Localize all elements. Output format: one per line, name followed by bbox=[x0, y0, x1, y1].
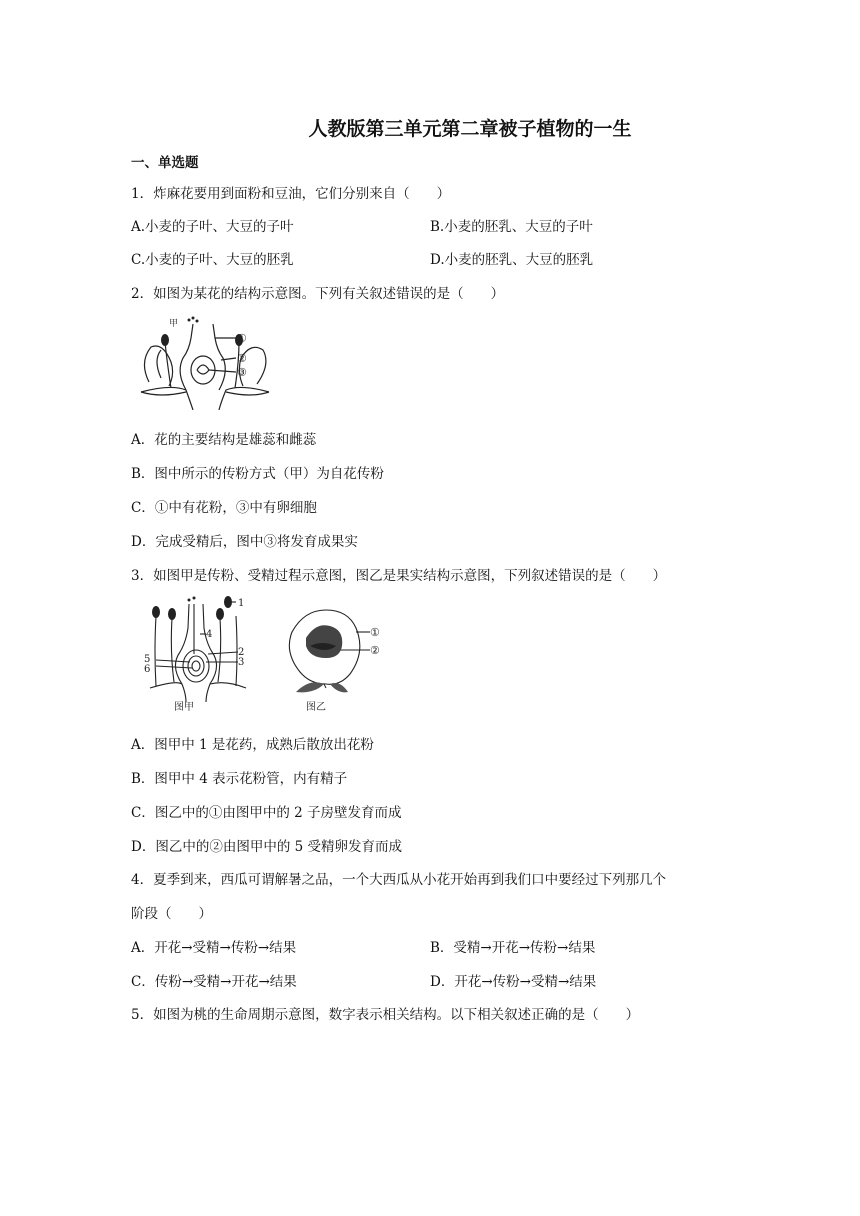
q1-stem: 1．炸麻花要用到面粉和豆油，它们分别来自（ ） bbox=[131, 186, 451, 202]
q3-fig-label-6: 6 bbox=[144, 664, 151, 675]
q3-stem: 3．如图甲是传粉、受精过程示意图，图乙是果实结构示意图，下列叙述错误的是（ ） bbox=[131, 568, 667, 584]
q2-flower-figure bbox=[131, 312, 281, 410]
q4-option-c: C．传粉→受精→开花→结果 bbox=[131, 974, 297, 990]
q4-option-b: B．受精→开花→传粉→结果 bbox=[430, 940, 596, 956]
q3-option-b: B．图甲中 4 表示花粉管，内有精子 bbox=[131, 771, 348, 787]
section-heading: 一、单选题 bbox=[131, 155, 199, 171]
q2-fig-label-2: ② bbox=[237, 352, 247, 365]
q2-stem: 2．如图为某花的结构示意图。下列有关叙述错误的是（ ） bbox=[131, 286, 505, 302]
q2-option-d: D．完成受精后，图中③将发育成果实 bbox=[131, 534, 358, 550]
q1-option-a: A.小麦的子叶、大豆的子叶 bbox=[131, 219, 294, 235]
q3-option-a: A．图甲中 1 是花药，成熟后散放出花粉 bbox=[131, 737, 374, 753]
q2-fig-label-1: ① bbox=[237, 332, 247, 345]
page-title: 人教版第三单元第二章被子植物的一生 bbox=[308, 118, 632, 140]
q3-fig-caption-jia: 图甲 bbox=[174, 702, 194, 713]
q2-fig-label-jia: 甲 bbox=[169, 319, 179, 329]
q1-option-c: C.小麦的子叶、大豆的胚乳 bbox=[131, 252, 294, 268]
q2-option-c: C．①中有花粉，③中有卵细胞 bbox=[131, 500, 317, 516]
q3-fig-label-1: 1 bbox=[238, 598, 245, 609]
q4-stem-line1: 4．夏季到来，西瓜可谓解暑之品，一个大西瓜从小花开始再到我们口中要经过下列那几个 bbox=[131, 872, 667, 888]
q4-option-a: A．开花→受精→传粉→结果 bbox=[131, 940, 297, 956]
q2-option-b: B．图中所示的传粉方式（甲）为自花传粉 bbox=[131, 466, 384, 482]
q5-stem: 5．如图为桃的生命周期示意图，数字表示相关结构。以下相关叙述正确的是（ ） bbox=[131, 1007, 640, 1023]
q3-fig-caption-yi: 图乙 bbox=[306, 702, 326, 713]
q3-figure-jia bbox=[136, 592, 256, 714]
q4-stem-line2: 阶段（ ） bbox=[131, 906, 212, 922]
q3-fig-label-2: 2 bbox=[238, 647, 245, 658]
q2-option-a: A．花的主要结构是雄蕊和雌蕊 bbox=[131, 432, 317, 448]
q1-option-d: D.小麦的胚乳、大豆的胚乳 bbox=[430, 252, 594, 268]
q3-fig-label-5: 5 bbox=[144, 654, 151, 665]
q2-fig-label-3: ③ bbox=[237, 366, 247, 379]
q3-option-d: D．图乙中的②由图甲中的 5 受精卵发育而成 bbox=[131, 839, 402, 855]
q3-fig-label-4: 4 bbox=[206, 629, 213, 640]
q3-fig-label-3: 3 bbox=[238, 657, 245, 668]
q3-fig-label-circle-1: ① bbox=[370, 626, 380, 639]
q1-option-b: B.小麦的胚乳、大豆的子叶 bbox=[430, 219, 593, 235]
q3-option-c: C．图乙中的①由图甲中的 2 子房壁发育而成 bbox=[131, 805, 402, 821]
q3-figure-yi bbox=[270, 602, 390, 714]
q3-fig-label-circle-2: ② bbox=[370, 644, 380, 657]
q4-option-d: D．开花→传粉→受精→结果 bbox=[430, 974, 597, 990]
